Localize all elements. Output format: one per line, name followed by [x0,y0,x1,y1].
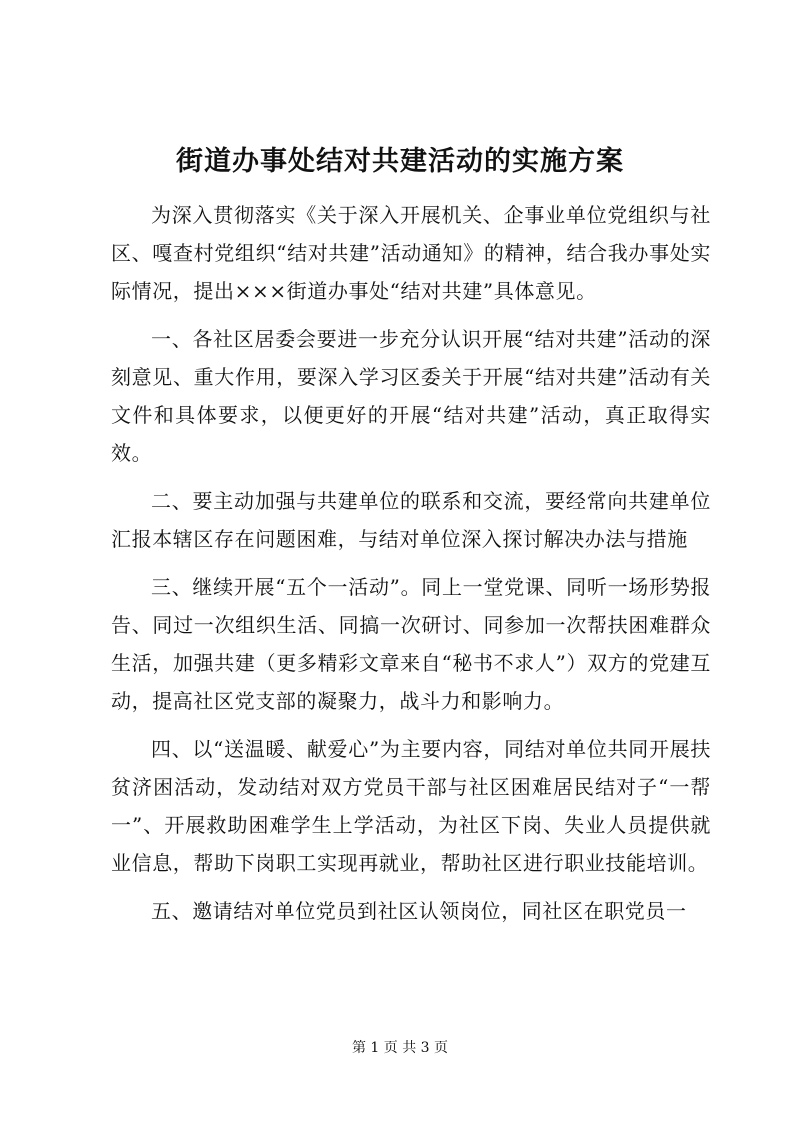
document-title: 街道办事处结对共建活动的实施方案 [176,146,624,177]
paragraph-intro: 为深入贯彻落实《关于深入开展机关、企事业单位党组织与社区、嘎查村党组织“结对共建”活动通知》的精神，结合我办事处实际情况，提出×××街道办事处“结对共建”具体意见。 [111,203,711,303]
paragraph-item-1: 一、各社区居委会要进一步充分认识开展“结对共建”活动的深刻意见、重大作用，要深入学习区委关于开展“结对共建”活动有关文件和具体要求，以便更好的开展“结对共建”活动，真正取得实效。 [111,327,711,465]
paragraph-item-5: 五、邀请结对单位党员到社区认领岗位，同社区在职党员一 [151,899,687,923]
paragraph-item-4: 四、以“送温暖、献爱心”为主要内容，同结对单位共同开展扶贫济困活动，发动结对双方党员干部与社区困难居民结对子“一帮一”、开展救助困难学生上学活动，为社区下岗、失业人员提供就业信息，帮助下岗职工实现再就业，帮助社区进行职业技能培训。 [111,737,711,875]
paragraph-item-2: 二、要主动加强与共建单位的联系和交流，要经常向共建单位汇报本辖区存在问题困难，与结对单位深入探讨解决办法与措施 [111,489,711,551]
paragraph-item-3: 三、继续开展“五个一活动”。同上一堂党课、同听一场形势报告、同过一次组织生活、同搞一次研讨、同参加一次帮扶困难群众生活，加强共建（更多精彩文章来自“秘书不求人”）双方的党建互动，提高社区党支部的凝聚力，战斗力和影响力。 [111,575,711,713]
document-body [111,196,711,940]
page-number-footer: 第 1 页 共 3 页 [351,1040,449,1056]
